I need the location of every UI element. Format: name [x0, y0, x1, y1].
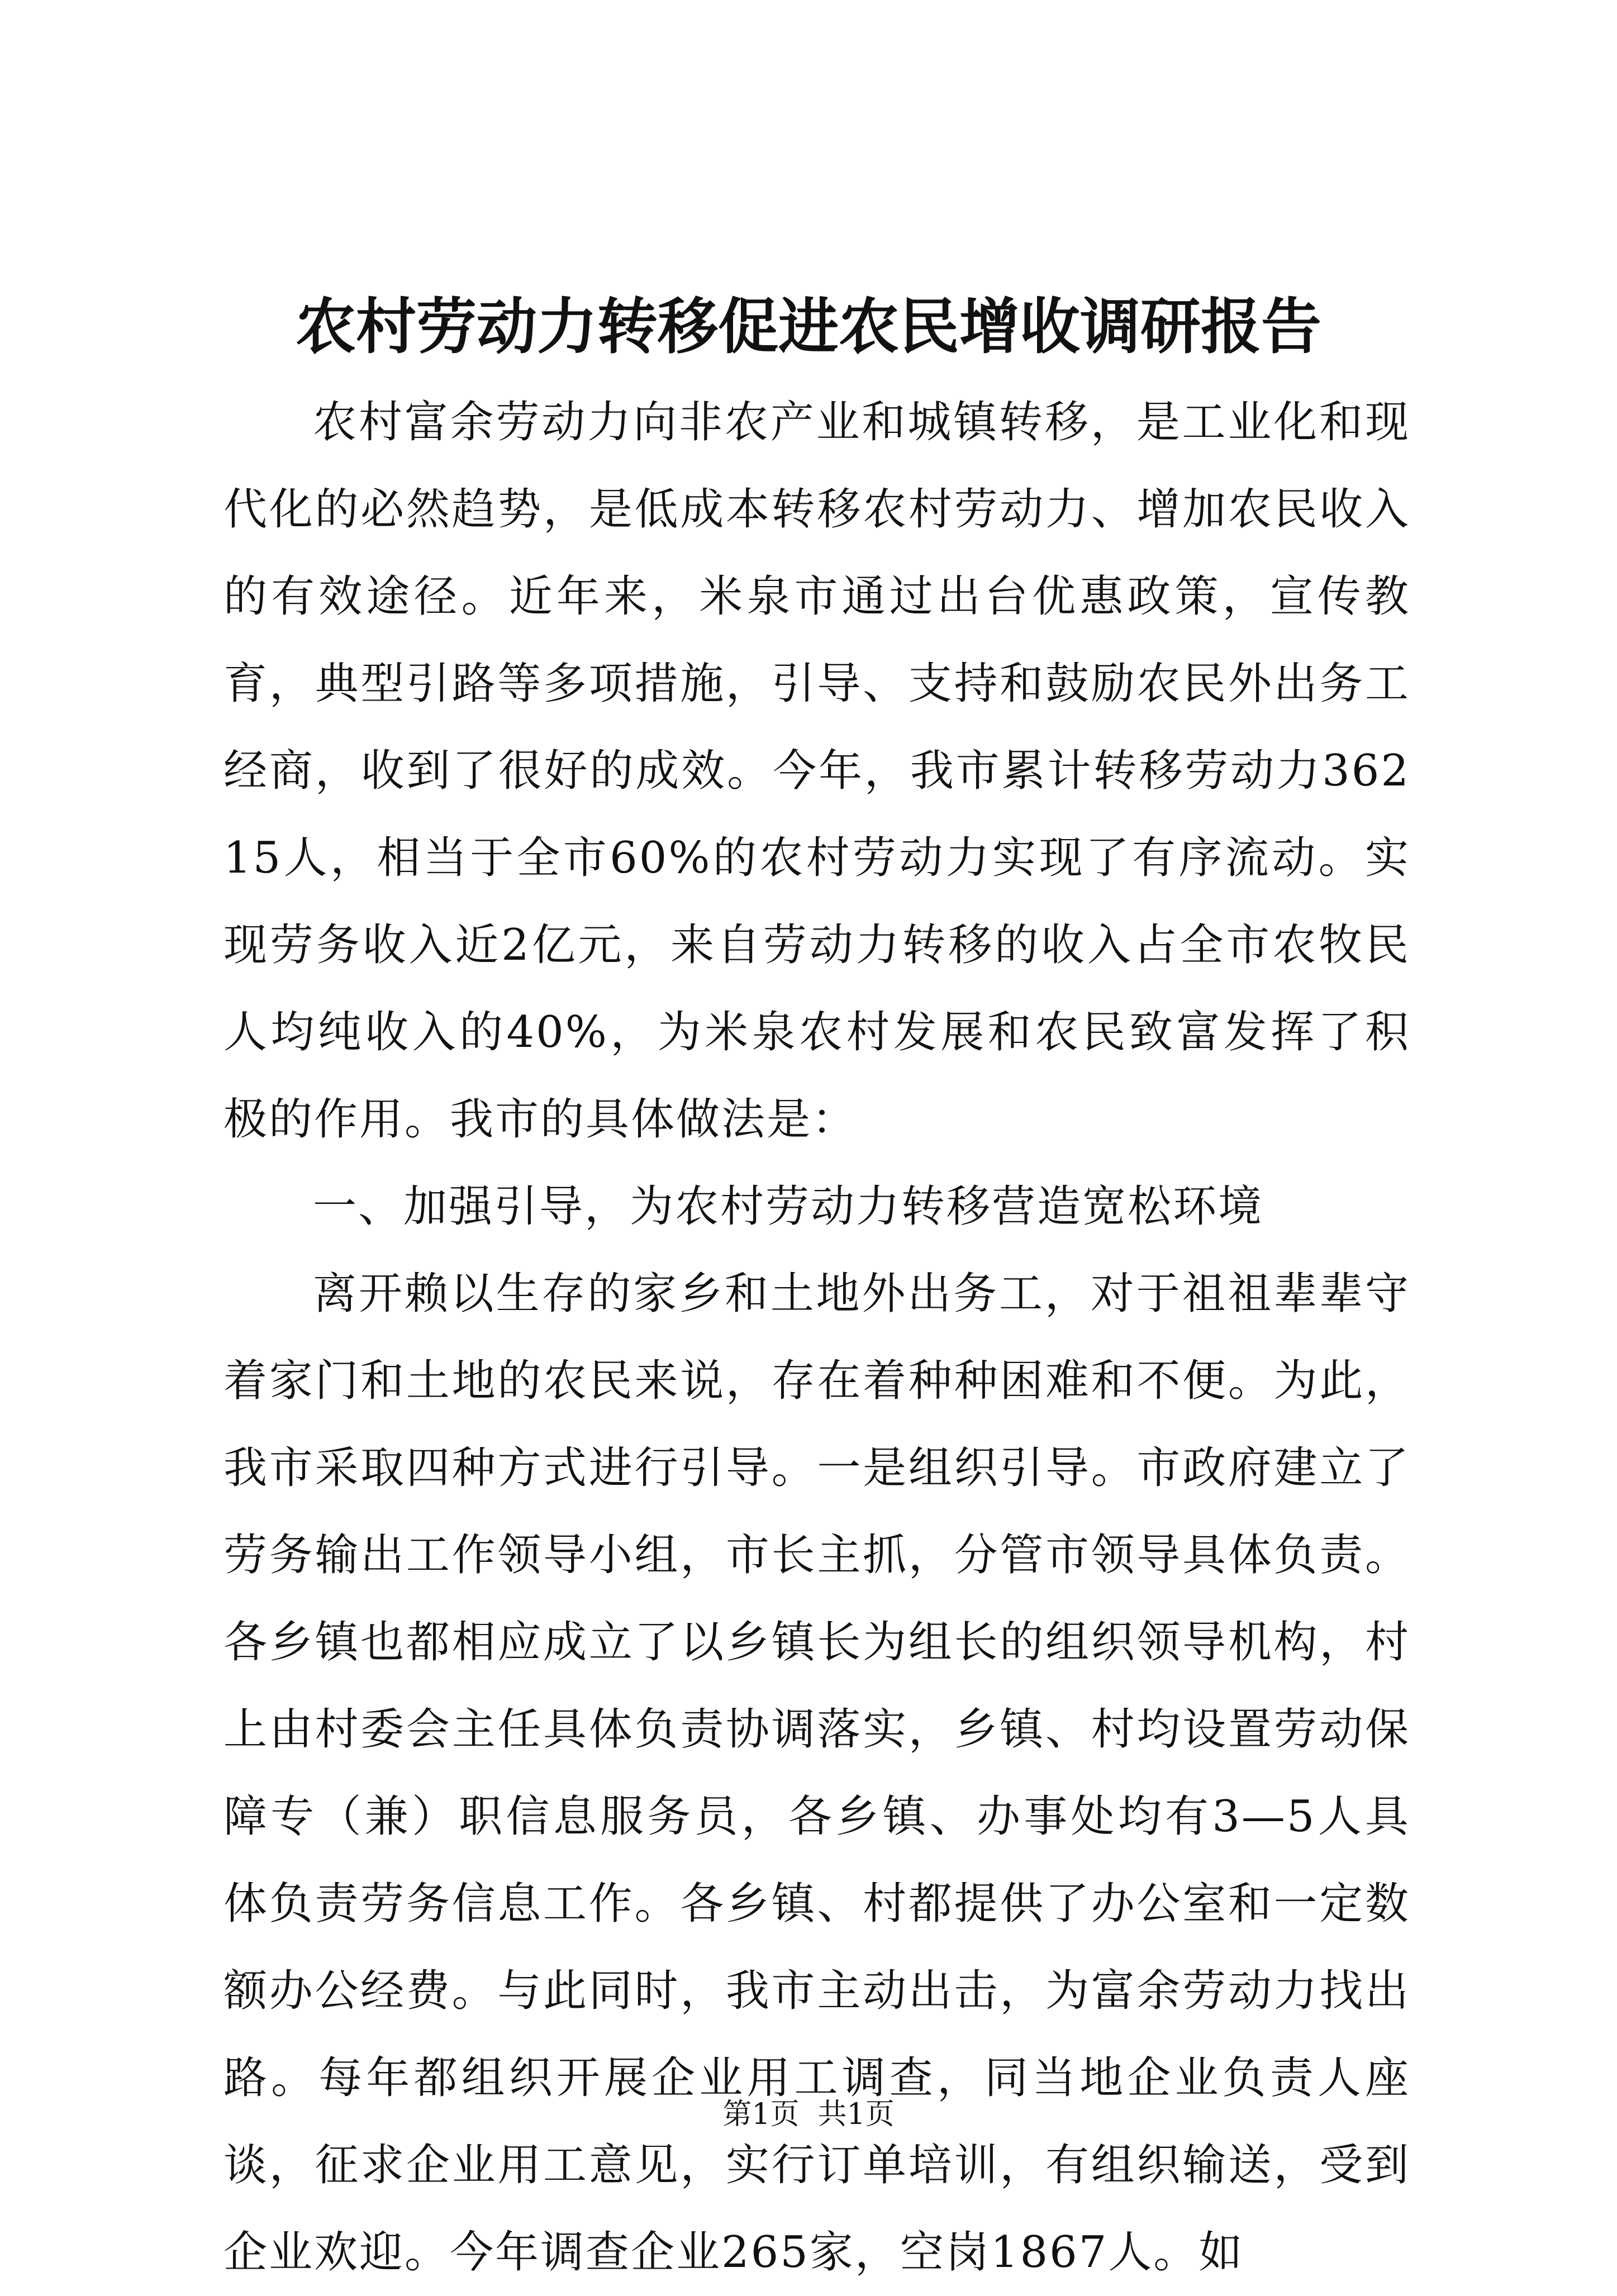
- document-title: 农村劳动力转移促进农民增收调研报告: [295, 292, 1321, 362]
- section-heading-1: 一、加强引导，为农村劳动力转移营造宽松环境: [313, 1182, 1264, 1232]
- document-body: [223, 379, 1410, 2296]
- paragraph-intro: 农村富余劳动力向非农产业和城镇转移，是工业化和现代化的必然趋势，是低成本转移农村劳动力、增加农民收入的有效途径。近年来，米泉市通过出台优惠政策，宣传教育，典型引路等多项措施，引导、支持和鼓励农民外出务工经商，收到了很好的成效。今年，我市累计转移劳动力36215人，相当于全市60%的农村劳动力实现了有序流动。实现劳务收入近2亿元，来自劳动力转移的收入占全市农牧民人均纯收入的40%，为米泉农村发展和农民致富发挥了积极的作用。我市的具体做法是：: [223, 397, 1410, 1145]
- page-footer: 第1页 共1页: [722, 2098, 895, 2131]
- paragraph-section-1: 离开赖以生存的家乡和土地外出务工，对于祖祖辈辈守着家门和土地的农民来说，存在着种种困难和不便。为此，我市采取四种方式进行引导。一是组织引导。市政府建立了劳务输出工作领导小组，市长主抓，分管市领导具体负责。各乡镇也都相应成立了以乡镇长为组长的组织领导机构，村上由村委会主任具体负责协调落实，乡镇、村均设置劳动保障专（兼）职信息服务员，各乡镇、办事处均有3—5人具体负责劳务信息工作。各乡镇、村都提供了办公室和一定数额办公经费。与此同时，我市主动出击，为富余劳动力找出路。每年都组织开展企业用工调查，同当地企业负责人座谈，征求企业用工意见，实行订单培训，有组织输送，受到企业欢迎。今年调查企业265家，空岗1867人。如: [223, 1269, 1410, 2278]
